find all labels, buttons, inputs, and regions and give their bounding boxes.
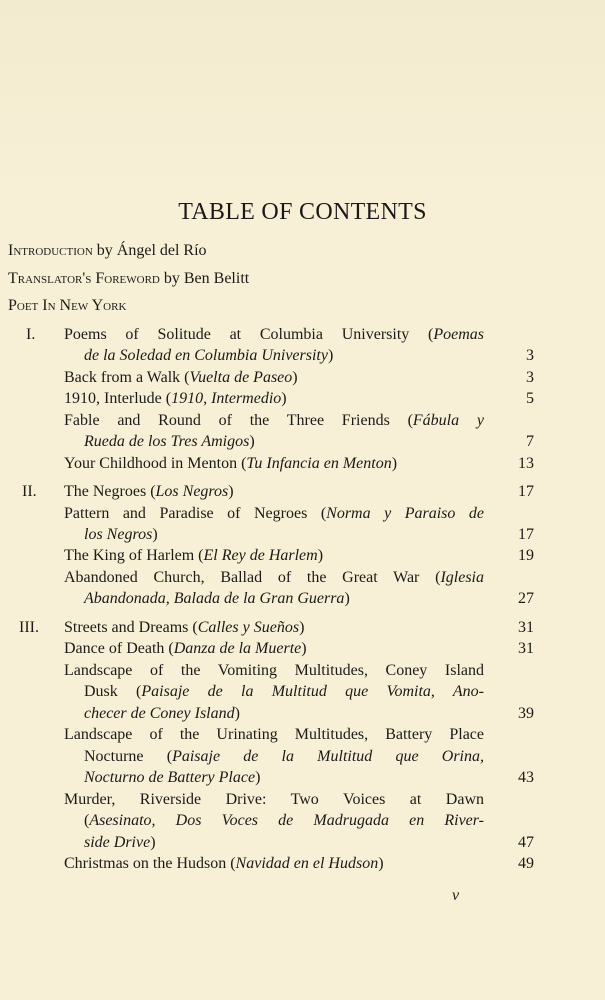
page-number: 19	[518, 547, 534, 564]
toc-line: Murder, Riverside Drive: Two Voices at Dawn	[64, 791, 484, 808]
toc-line: Rueda de los Tres Amigos)	[84, 433, 255, 450]
toc-poet-in-new-york	[8, 297, 126, 315]
toc-line: side Drive)	[84, 834, 156, 851]
page-number: 49	[518, 855, 534, 872]
toc-line: de la Soledad en Columbia University)	[84, 347, 334, 364]
toc-line: Abandonada, Balada de la Gran Guerra)	[84, 590, 350, 607]
toc-line: Landscape of the Vomiting Multitudes, Coney Island	[64, 662, 484, 679]
page-number: 17	[518, 483, 534, 500]
toc-foreword	[8, 270, 249, 288]
toc-line: Poems of Solitude at Columbia University (Poemas	[64, 326, 484, 343]
toc-line: Back from a Walk (Vuelta de Paseo)	[64, 369, 298, 386]
toc-line: checer de Coney Island)	[84, 705, 240, 722]
page-number: 31	[518, 619, 534, 636]
toc-line: Abandoned Church, Ballad of the Great War (Iglesia	[64, 569, 484, 586]
bleed-through	[0, 0, 605, 200]
toc-line: Landscape of the Urinating Multitudes, Battery Place	[64, 726, 484, 743]
introduction-author: by Ángel del Río	[92, 242, 207, 259]
toc-line: The Negroes (Los Negros)	[64, 483, 234, 500]
foreword-author: by Ben Belitt	[159, 270, 250, 287]
toc-line: The King of Harlem (El Rey de Harlem)	[64, 547, 324, 564]
section-numeral: II.	[22, 483, 37, 500]
toc-introduction	[8, 242, 207, 260]
introduction-label: Introduction	[8, 242, 93, 259]
toc-line: Nocturno de Battery Place)	[84, 769, 261, 786]
toc-line: Christmas on the Hudson (Navidad en el Hudson)	[64, 855, 384, 872]
page-title: TABLE OF CONTENTS	[178, 199, 427, 225]
foreword-label: Translator's Foreword	[8, 270, 160, 287]
page-number: 13	[518, 455, 534, 472]
toc-line: Nocturne (Paisaje de la Multitud que Orina,	[84, 748, 485, 765]
page-number: 17	[518, 526, 534, 543]
toc-line: Fable and Round of the Three Friends (Fábula y	[64, 412, 484, 429]
toc-line: (Asesinato, Dos Voces de Madrugada en River-	[84, 812, 484, 829]
folio-page-number: v	[452, 887, 460, 904]
page-number: 39	[518, 705, 534, 722]
page-number: 47	[518, 834, 534, 851]
page-number: 7	[526, 433, 534, 450]
toc-line: 1910, Interlude (1910, Intermedio)	[64, 390, 287, 407]
section-numeral: I.	[26, 326, 36, 343]
toc-line: Your Childhood in Menton (Tu Infancia en Menton)	[64, 455, 398, 472]
page-number: 3	[526, 347, 534, 364]
section-numeral: III.	[19, 619, 39, 636]
toc-line: Dance of Death (Danza de la Muerte)	[64, 640, 307, 657]
toc-line: los Negros)	[84, 526, 158, 543]
page-number: 3	[526, 369, 534, 386]
toc-line: Pattern and Paradise of Negroes (Norma y Paraiso de	[64, 505, 485, 522]
toc-line: Streets and Dreams (Calles y Sueños)	[64, 619, 305, 636]
page-number: 27	[518, 590, 534, 607]
page-number: 31	[518, 640, 534, 657]
toc-line: Dusk (Paisaje de la Multitud que Vomita, Ano-	[84, 683, 485, 700]
page-number: 43	[518, 769, 534, 786]
poet-in-new-york-label: Poet In New York	[8, 297, 127, 314]
page-number: 5	[526, 390, 534, 407]
